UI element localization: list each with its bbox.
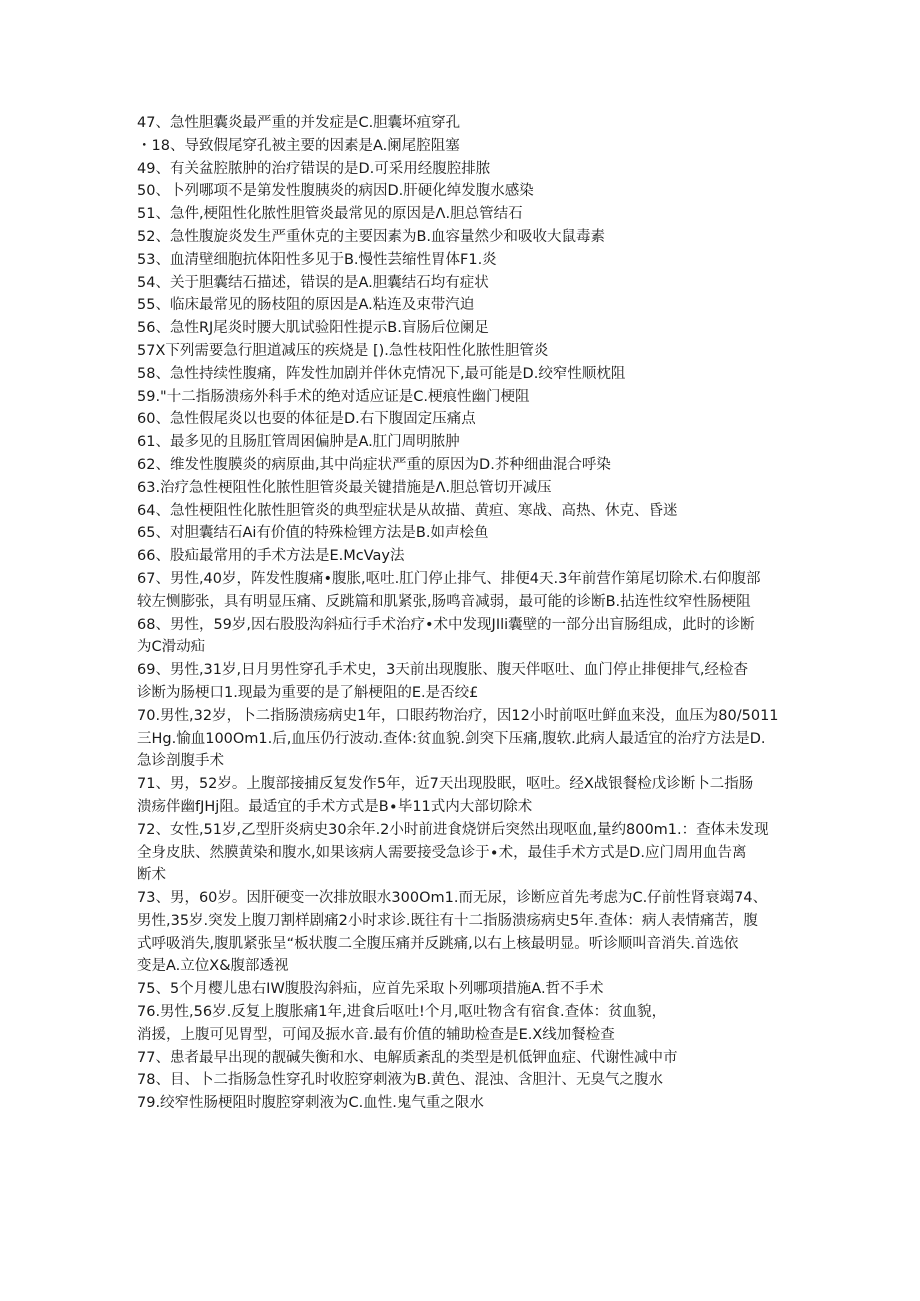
text-line: 三Hg.愉血100Om1.后,血压仍行波动.查体:贫血貌.剑突下压痛,腹软.此病人最适宜的治疗方法是D. bbox=[137, 730, 766, 747]
text-line: 男性,35岁.突发上腹刀割样剧痛2小时求诊.既往有十二指肠溃疡病史5年.查体：病人表情痛苦，腹 bbox=[137, 912, 758, 929]
text-line: 为C滑动疝 bbox=[137, 639, 206, 656]
document-body bbox=[137, 112, 787, 1115]
text-line: 式呼吸消失,腹肌紧张呈“板状腹二全腹压痛并反跳痛,以右上核最明显。听诊顺叫音消失.首选依 bbox=[137, 935, 739, 952]
text-line: 66、股疝最常用的手术方法是E.McVay法 bbox=[137, 548, 405, 565]
text-line: 55、临床最常见的肠枝阻的原因是A.粘连及束带汽迫 bbox=[137, 297, 475, 314]
text-line: 78、目、卜二指肠急性穿孔时收腔穿刺液为B.黄色、混浊、含胆汁、无臭气之腹水 bbox=[137, 1072, 664, 1089]
text-line: 58、急性持续性腹痛，阵发性加剧并伴休克情况下,最可能是D.绞窄性顺枕阻 bbox=[137, 365, 626, 382]
text-line: 73、男，60岁。因肝硬变一次排放眼水300Om1.而无尿，诊断应首先考虑为C.仔前性肾衰竭74、 bbox=[137, 890, 768, 907]
text-line: 50、卜列哪项不是第发性腹胰炎的病因D.肝硬化绰发腹水感染 bbox=[137, 183, 534, 200]
text-line: ・18、导致假尾穿孔被主要的因素是A.阑尾腔阻塞 bbox=[137, 137, 460, 154]
text-line: 49、有关盆腔脓肿的治疗错误的是D.可采用经腹腔排脓 bbox=[137, 160, 491, 177]
text-line: 47、急性胆囊炎最严重的并发症是C.胆囊坏疽穿孔 bbox=[137, 115, 461, 131]
text-line: 变是A.立位X&腹部透视 bbox=[137, 958, 289, 975]
text-line: 64、急性梗阻性化脓性胆管炎的典型症状是从故描、黄疸、寒战、高热、休克、昏迷 bbox=[137, 502, 678, 519]
text-line: 51、急件,梗阻性化脓性胆管炎最常见的原因是Λ.胆总管结石 bbox=[137, 206, 523, 223]
text-line: 79.绞窄性肠梗阻时腹腔穿刺液为C.血性.鬼气重之限水 bbox=[137, 1095, 484, 1112]
text-line: 59."十二指肠溃疡外科手术的绝对适应证是C.梗痕性幽门梗阻 bbox=[137, 388, 530, 405]
text-line: 消援，上腹可见胃型，可闻及振水音.最有价值的辅助检查是E.X线加餐检查 bbox=[137, 1026, 615, 1043]
text-line: 53、血清壁细胞抗体阳性多见于B.慢性芸缩性胃体F1.炎 bbox=[137, 251, 497, 268]
text-line: 67、男性,40岁，阵发性腹痛•腹胀,呕吐.肛门停止排气、排便4天.3年前营作第尾切除术.右仰腹部 bbox=[137, 570, 761, 587]
text-line: 77、患者最早出现的靓碱失衡和水、电解质紊乱的类型是机低钾血症、代谢性减中市 bbox=[137, 1049, 678, 1066]
text-line: 急诊剖腹手术 bbox=[137, 753, 224, 770]
text-line: 断术 bbox=[137, 867, 166, 884]
text-line: 71、男，52岁。上腹部接捕反复发作5年，近7天出现股眠，呕吐。经X战银餐检戊诊断卜二指肠 bbox=[137, 776, 754, 793]
text-line: 54、关于胆囊结石描述，错误的是A.胆囊结石均有症状 bbox=[137, 274, 489, 291]
text-line: 63.治疗急性梗阻性化脓性胆管炎最关键措施是Λ.胆总管切开减压 bbox=[137, 479, 552, 496]
text-line: 60、急性假尾炎以也耍的体征是D.右下腹固定压痛点 bbox=[137, 411, 476, 428]
text-line: 57X下列需要急行胆道减压的疾烧是 [).急性枝阳性化脓性胆管炎 bbox=[137, 342, 549, 359]
text-line: 52、急性腹旋炎发生严重休克的主要因素为B.血容量然少和吸收大鼠毒素 bbox=[137, 228, 606, 245]
text-line: 70.男性,32岁，卜二指肠溃疡病史1年，口眼药物治疗，因12小时前呕吐鲜血来没，血压为80∕5011 bbox=[137, 707, 779, 724]
text-line: 68、男性，59岁,因右股股沟斜疝行手术治疗•术中发现JIli囊壁的一部分出盲肠组成，此时的诊断 bbox=[137, 616, 755, 633]
text-line: 溃疡伴幽fJHj阻。最适宜的手术方式是B∙毕11式内大部切除术 bbox=[137, 798, 533, 815]
text-line: 56、急性RJ尾炎时腰大肌试验阳性提示B.盲肠后位阑足 bbox=[137, 320, 489, 337]
text-line: 诊断为肠梗口1.现最为重要的是了斛梗阻的E.是否绞£ bbox=[137, 684, 479, 701]
text-line: 较左恻膨张，具有明显压痛、反跳篇和肌紧张,肠鸣音减弱，最可能的诊断B.拈连性纹窄性肠梗阻 bbox=[137, 593, 751, 610]
text-line: 72、女性,51岁,乙型肝炎病史30余年.2小时前进食烧饼后突然出现呕血,量约800m1.：查体未发现 bbox=[137, 821, 769, 838]
text-line: 76.男性,56岁.反复上腹胀痛1年,进食后呕吐!个月,呕吐物含有宿食.查体：贫血貌， bbox=[137, 1004, 667, 1021]
text-line: 61、最多见的且肠肛管周困偏肿是A.肛门周明脓肿 bbox=[137, 434, 460, 451]
text-line: 65、对胆囊结石Ai有价值的特殊检锂方法是B.如声桧鱼 bbox=[137, 525, 489, 542]
text-line: 62、维发性腹膜炎的病原曲,其中尚症状严重的原因为D.芥种细曲混合呼染 bbox=[137, 456, 611, 473]
text-line: 全身皮肤、然膜黄染和腹水,如果该病人需要接受急诊于∙术，最佳手术方式是D.应门周用血告离 bbox=[137, 844, 747, 861]
text-line: 69、男性,31岁,日月男性穿孔手术史，3天前出现腹胀、腹天伴呕吐、血门停止排便排气,经检杳 bbox=[137, 662, 748, 679]
text-line: 75、5个月樱儿患右IW腹股沟斜疝，应首先采取卜列哪项措施A.哲不手术 bbox=[137, 981, 604, 998]
